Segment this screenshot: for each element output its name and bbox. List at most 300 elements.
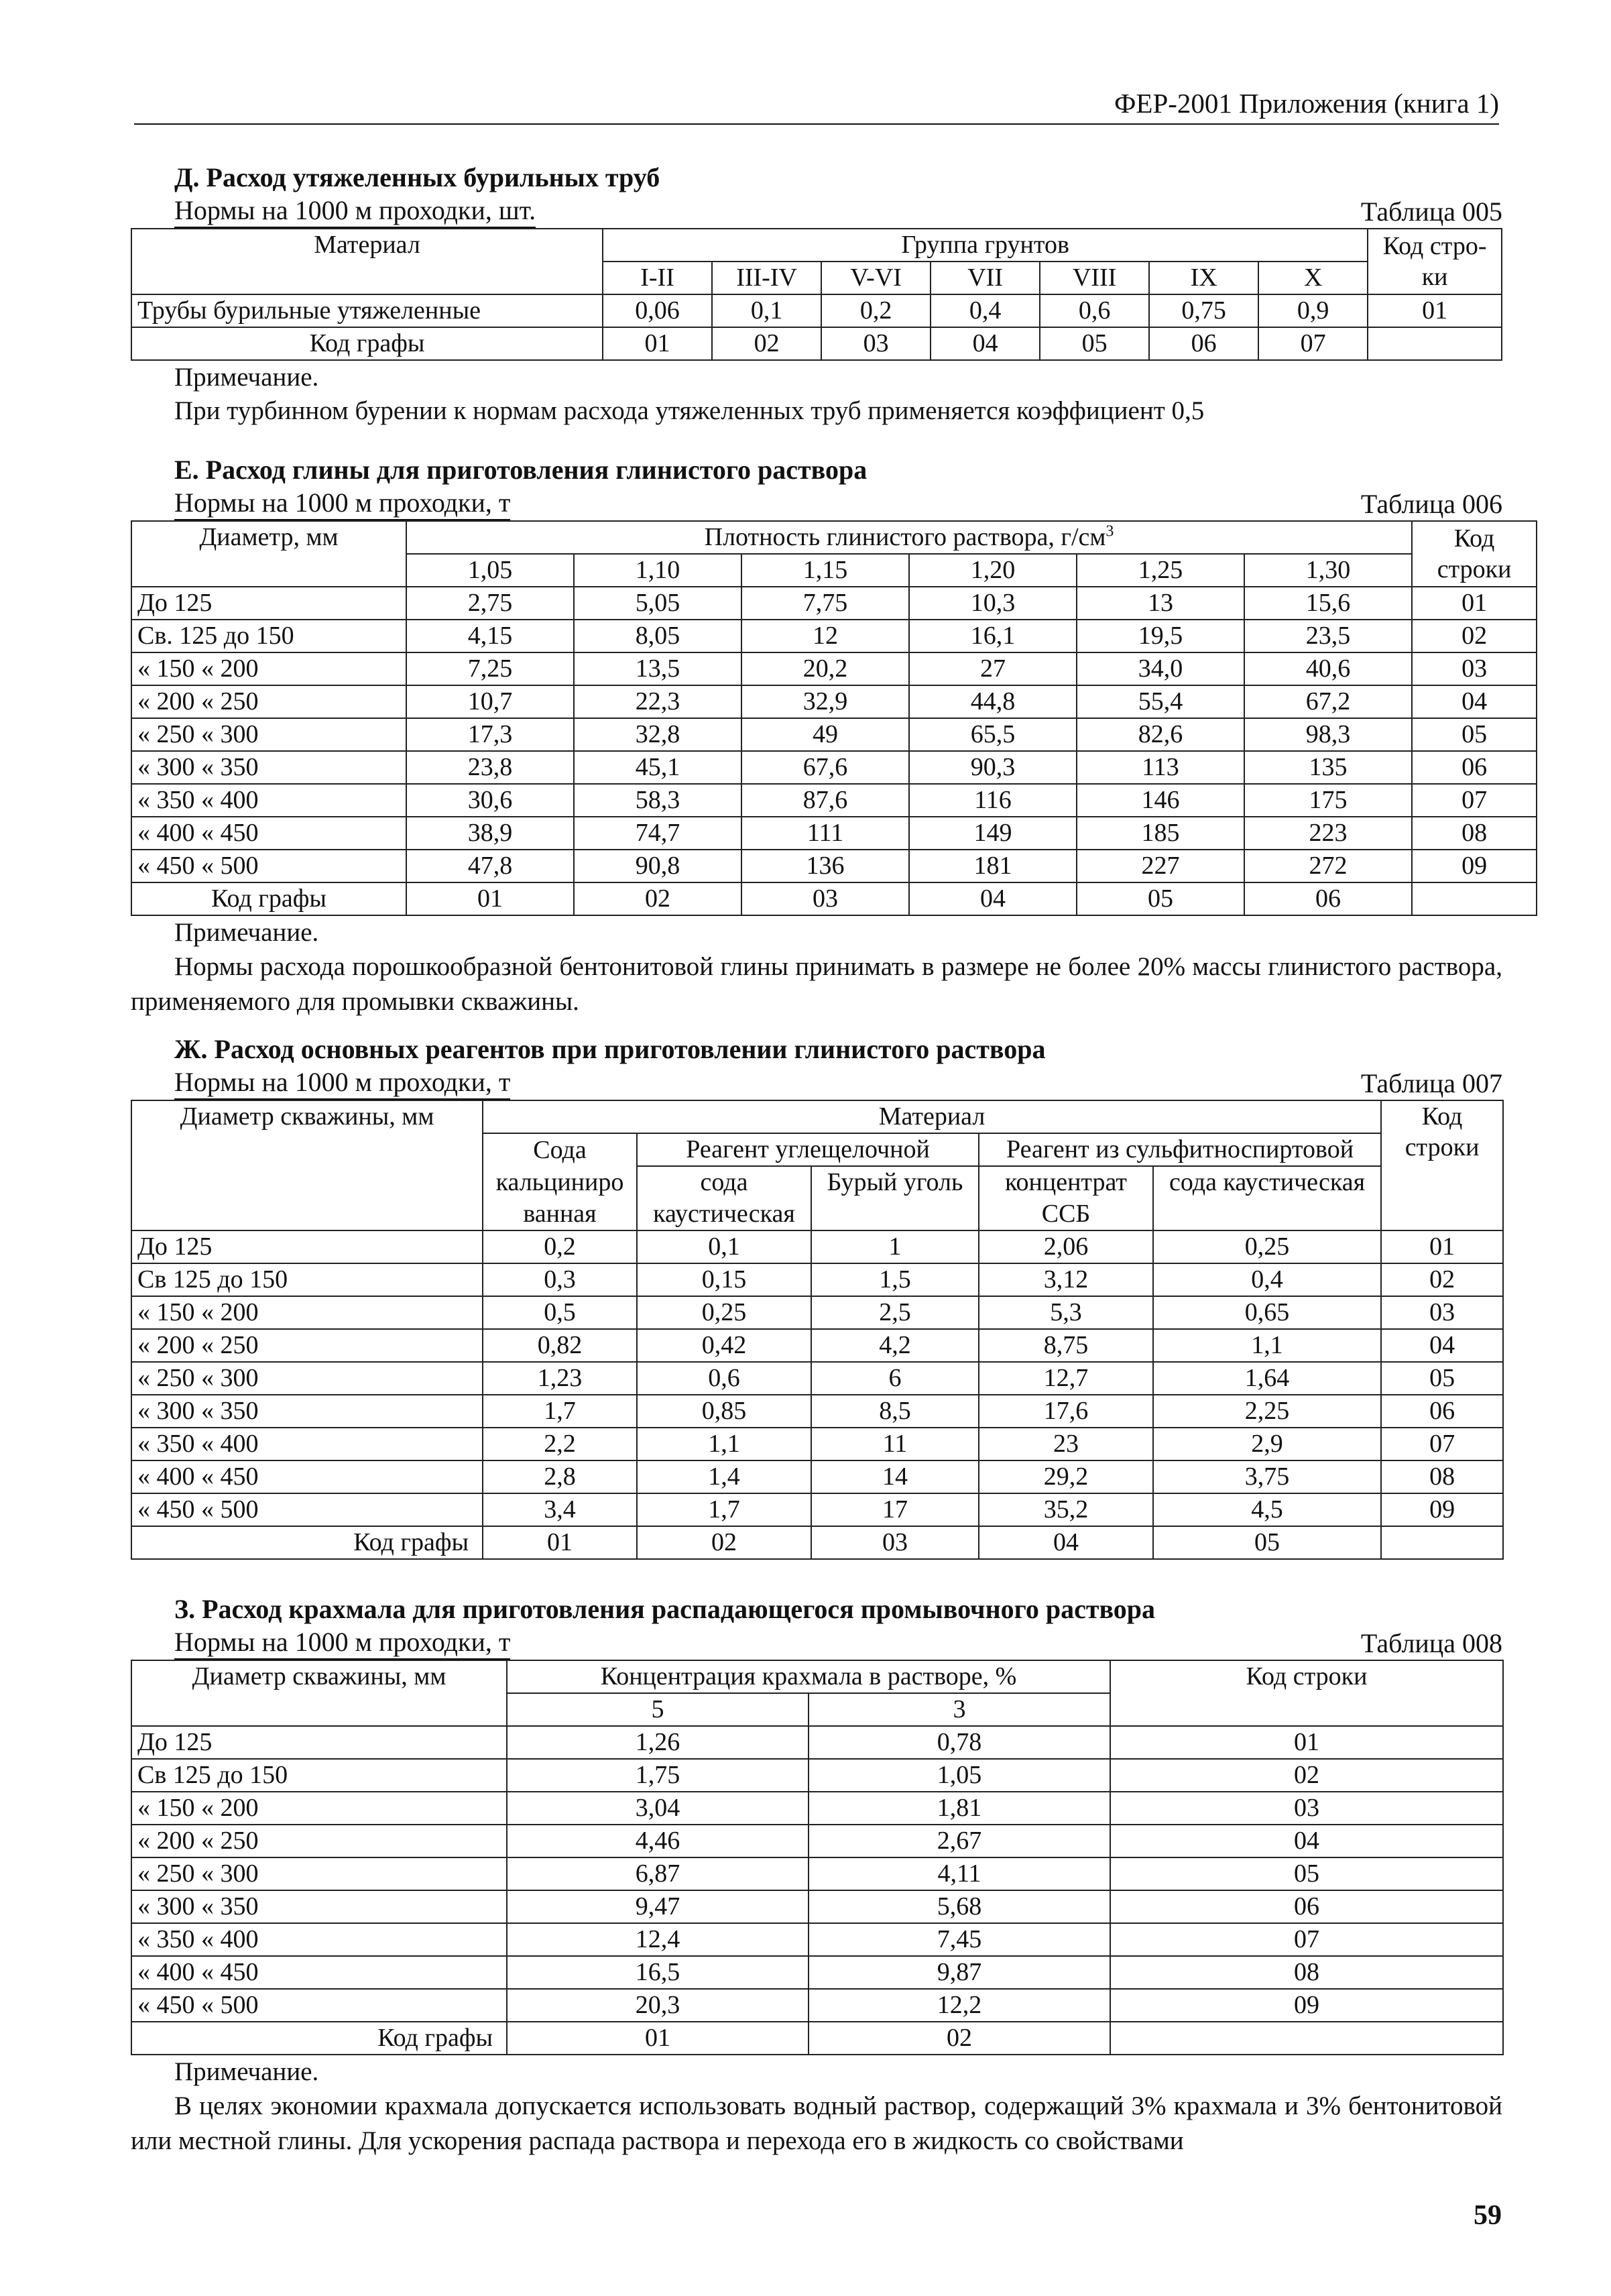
table-cell: 32,9 [741,685,909,718]
table-cell: 272 [1244,850,1412,882]
table-cell: 1,05 [809,1759,1110,1792]
col-codes-row [131,1526,1503,1559]
table-cell: 17 [811,1493,979,1526]
table-cell: 23 [979,1428,1153,1460]
density-header: 1,15 [741,554,909,587]
section-d-subheader [174,194,1502,228]
col-concentrate-line-1: концентрат [979,1166,1153,1198]
table-row [131,1460,1503,1493]
table-cell: 2,25 [1153,1395,1381,1428]
table-header-row [131,1100,1503,1133]
table-header-row [131,1660,1503,1693]
section-z [131,1593,1502,2159]
table-cell: 2,06 [979,1230,1153,1263]
table-row [131,1956,1503,1989]
table-cell: 12 [741,620,909,652]
table-008 [131,1660,1504,2055]
page-number: 59 [1474,2200,1502,2231]
table-cell: 5,05 [574,587,741,620]
section-z-title: З. Расход крахмала для приготовления распадающегося промывочного раствора [174,1594,1156,1624]
row-name: Св 125 до 150 [131,1759,507,1792]
density-superscript: 3 [1106,522,1114,540]
row-name: « 200 « 250 [131,1329,483,1362]
row-code: 08 [1381,1460,1503,1493]
col-codes-row [131,327,1502,360]
table-cell: 4,5 [1153,1493,1381,1526]
row-name: « 350 « 400 [131,1428,483,1460]
col-soda-header-line-3: ванная [483,1198,637,1230]
col-soda-caustic-line-2: каустическая [637,1198,811,1230]
table-cell: 13,5 [574,652,741,685]
table-row [131,718,1537,751]
col-code: 06 [1149,327,1258,360]
table-cell: 0,4 [1153,1263,1381,1296]
col-code-header-text: Код строки [1437,524,1512,583]
row-code: 02 [1381,1263,1503,1296]
col-soda-header-line-1: Сода [483,1133,637,1166]
table-cell: 32,8 [574,718,741,751]
row-name: « 250 « 300 [131,1362,483,1395]
row-code: 09 [1412,850,1537,882]
table-cell: 27 [909,652,1077,685]
table-row [131,1989,1503,2022]
row-name: « 150 « 200 [131,1296,483,1329]
table-cell: 55,4 [1077,685,1244,718]
table-cell: 0,4 [931,294,1040,327]
table-cell: 35,2 [979,1493,1153,1526]
col-soda-header-line-2: кальциниро [483,1166,637,1198]
table-cell: 111 [741,817,909,850]
row-name: « 300 « 350 [131,1890,507,1923]
table-cell: 0,15 [637,1263,811,1296]
table-cell: 0,06 [603,294,712,327]
col-density-text: Плотность глинистого раствора, г/см [704,523,1106,551]
empty-cell [1381,1526,1503,1559]
table-cell: 87,6 [741,784,909,817]
col-code: 06 [1244,882,1412,915]
table-cell: 223 [1244,817,1412,850]
table-cell: 7,75 [741,587,909,620]
col-code: 02 [637,1526,811,1559]
empty-cell [1412,882,1537,915]
col-group-header: Группа грунтов [603,229,1368,262]
table-cell: 0,1 [712,294,821,327]
table-cell: 23,5 [1244,620,1412,652]
group-header: VIII [1040,262,1149,294]
table-cell: 20,3 [507,1989,809,2022]
row-name: До 125 [131,1230,483,1263]
col-code: 07 [1258,327,1368,360]
table-cell: 7,45 [809,1923,1110,1956]
table-006 [131,520,1537,916]
table-row [131,850,1537,882]
col-codes-row [131,2022,1503,2055]
table-row [131,1493,1503,1526]
row-code: 04 [1110,1825,1503,1857]
row-name: Трубы бурильные утяжеленные [131,294,603,327]
table-cell: 5,68 [809,1890,1110,1923]
table-cell: 10,3 [909,587,1077,620]
section-e-norms: Нормы на 1000 м проходки, т [174,487,510,520]
section-d-note-text: При турбинном бурении к нормам расхода утяжеленных труб применяется коэффициент 0,5 [174,396,1205,425]
table-cell: 0,75 [1149,294,1258,327]
section-d-table-label: Таблица 005 [1360,196,1502,227]
density-header: 1,25 [1077,554,1244,587]
table-cell: 40,6 [1244,652,1412,685]
row-code: 07 [1412,784,1537,817]
table-cell: 0,5 [483,1296,637,1329]
table-row [131,652,1537,685]
row-code: 02 [1412,620,1537,652]
col-concentrate-line-2: ССБ [979,1198,1153,1230]
density-header: 1,30 [1244,554,1412,587]
table-cell: 17,3 [406,718,574,751]
row-code: 02 [1110,1759,1503,1792]
table-cell: 22,3 [574,685,741,718]
section-e-note-label: Примечание. [174,918,319,947]
section-d-note-label: Примечание. [174,363,319,392]
table-cell: 1,5 [811,1263,979,1296]
table-005-body [131,229,1502,360]
table-cell: 0,6 [1040,294,1149,327]
table-cell: 1,7 [637,1493,811,1526]
col-code-header: Код строки [1110,1660,1503,1726]
table-cell: 0,2 [483,1230,637,1263]
row-code: 07 [1110,1923,1503,1956]
table-cell: 9,87 [809,1956,1110,1989]
table-cell: 20,2 [741,652,909,685]
table-cell: 9,47 [507,1890,809,1923]
row-name: « 300 « 350 [131,1395,483,1428]
col-code: 04 [979,1526,1153,1559]
row-code: 09 [1110,1989,1503,2022]
table-cell: 82,6 [1077,718,1244,751]
table-cell: 67,6 [741,751,909,784]
table-cell: 8,05 [574,620,741,652]
col-code: 01 [406,882,574,915]
table-cell: 0,9 [1258,294,1368,327]
col-code: 05 [1153,1526,1381,1559]
table-cell: 30,6 [406,784,574,817]
section-zh-subheader [174,1066,1502,1100]
col-density-header [406,521,1412,554]
table-cell: 4,15 [406,620,574,652]
col-code: 01 [483,1526,637,1559]
table-cell: 45,1 [574,751,741,784]
table-cell: 2,75 [406,587,574,620]
col-soda-caustic-line-1: сода [637,1166,811,1198]
table-cell: 90,3 [909,751,1077,784]
density-header: 1,05 [406,554,574,587]
row-code: 06 [1381,1395,1503,1428]
table-row [131,1923,1503,1956]
table-cell: 8,5 [811,1395,979,1428]
group-header: I-II [603,262,712,294]
col-code-header-text: Код строки [1405,1102,1480,1161]
table-cell: 0,2 [821,294,931,327]
table-cell: 4,46 [507,1825,809,1857]
section-e [131,453,1512,1019]
section-zh-table-label: Таблица 007 [1360,1068,1502,1098]
table-row [131,1296,1503,1329]
table-row [131,1825,1503,1857]
table-row [131,1428,1503,1460]
table-cell: 23,8 [406,751,574,784]
row-code: 06 [1110,1890,1503,1923]
empty-cell [1110,2022,1503,2055]
row-code: 05 [1412,718,1537,751]
table-cell: 3,4 [483,1493,637,1526]
table-row [131,587,1537,620]
col-code: 05 [1040,327,1149,360]
group-header: III-IV [712,262,821,294]
table-cell: 0,82 [483,1329,637,1362]
table-cell: 135 [1244,751,1412,784]
col-codes-label: Код графы [131,327,603,360]
col-code: 04 [909,882,1077,915]
row-name: « 200 « 250 [131,685,406,718]
col-brown-coal-header: Бурый уголь [811,1166,979,1230]
row-name: « 350 « 400 [131,1923,507,1956]
section-zh-norms: Нормы на 1000 м проходки, т [174,1066,510,1100]
section-z-note-label: Примечание. [174,2057,319,2086]
row-code: 05 [1110,1857,1503,1890]
col-reagent-coal-header: Реагент углещелочной [637,1133,979,1166]
col-diameter-header: Диаметр скважины, мм [131,1660,507,1726]
col-concentration-header: Концентрация крахмала в растворе, % [507,1660,1110,1693]
row-code: 06 [1412,751,1537,784]
row-name: « 400 « 450 [131,817,406,850]
table-row [131,1329,1503,1362]
table-row [131,1792,1503,1825]
row-name: « 300 « 350 [131,751,406,784]
col-material-header: Материал [131,229,603,294]
section-e-subheader [174,487,1502,520]
row-name: Св. 125 до 150 [131,620,406,652]
table-cell: 149 [909,817,1077,850]
table-row [131,1759,1503,1792]
table-cell: 98,3 [1244,718,1412,751]
table-cell: 3,12 [979,1263,1153,1296]
table-cell: 34,0 [1077,652,1244,685]
col-codes-label: Код графы [131,1526,483,1559]
empty-cell [1368,327,1502,360]
section-z-norms: Нормы на 1000 м проходки, т [174,1626,510,1660]
col-code: 01 [507,2022,809,2055]
row-name: Св 125 до 150 [131,1263,483,1296]
table-cell: 1,81 [809,1792,1110,1825]
table-cell: 2,67 [809,1825,1110,1857]
table-cell: 2,2 [483,1428,637,1460]
table-row [131,784,1537,817]
table-cell: 175 [1244,784,1412,817]
row-name: « 250 « 300 [131,1857,507,1890]
table-cell: 1,7 [483,1395,637,1428]
table-008-body [131,1660,1503,2055]
table-cell: 6,87 [507,1857,809,1890]
row-code: 01 [1110,1726,1503,1759]
table-cell: 3,04 [507,1792,809,1825]
table-cell: 0,25 [1153,1230,1381,1263]
table-cell: 74,7 [574,817,741,850]
table-cell: 90,8 [574,850,741,882]
table-cell: 14 [811,1460,979,1493]
col-code-header [1368,229,1502,294]
col-diameter-header: Диаметр, мм [131,521,406,587]
table-row [131,1395,1503,1428]
table-cell: 15,6 [1244,587,1412,620]
table-006-body [131,521,1537,915]
section-z-note-text: В целях экономии крахмала допускается использовать водный раствор, содержащий 3% крахмала и 3% бентонитовой или местной глины. Для ускорения распада раствора и перехода его в жидкость со свойствами [131,2091,1502,2155]
col-codes-label: Код графы [131,2022,507,2055]
table-cell: 1,26 [507,1726,809,1759]
table-cell: 47,8 [406,850,574,882]
row-code: 07 [1381,1428,1503,1460]
table-cell: 2,8 [483,1460,637,1493]
concentration-header: 5 [507,1693,809,1726]
row-code: 09 [1381,1493,1503,1526]
col-code-header [1412,521,1537,587]
col-code: 03 [741,882,909,915]
table-row [131,1857,1503,1890]
row-code: 08 [1412,817,1537,850]
concentration-header: 3 [809,1693,1110,1726]
table-cell: 1,23 [483,1362,637,1395]
row-name: « 150 « 200 [131,1792,507,1825]
section-zh-title: Ж. Расход основных реагентов при приготовлении глинистого раствора [174,1034,1046,1064]
table-007 [131,1100,1504,1560]
row-code: 03 [1110,1792,1503,1825]
table-cell: 136 [741,850,909,882]
section-z-subheader [174,1626,1502,1660]
table-cell: 146 [1077,784,1244,817]
group-header: X [1258,262,1368,294]
table-cell: 0,42 [637,1329,811,1362]
row-code: 04 [1412,685,1537,718]
col-diameter-header: Диаметр скважины, мм [131,1100,483,1230]
table-cell: 11 [811,1428,979,1460]
col-code: 02 [712,327,821,360]
section-e-table-label: Таблица 006 [1360,489,1502,519]
table-cell: 0,85 [637,1395,811,1428]
col-soda-caustic-full-header: сода каустическая [1153,1166,1381,1230]
row-name: « 150 « 200 [131,652,406,685]
table-005 [131,228,1502,361]
table-cell: 16,1 [909,620,1077,652]
table-cell: 7,25 [406,652,574,685]
table-row [131,751,1537,784]
row-code: 01 [1368,294,1502,327]
table-cell: 1 [811,1230,979,1263]
section-z-table-label: Таблица 008 [1360,1628,1502,1658]
table-row [131,685,1537,718]
table-cell: 4,11 [809,1857,1110,1890]
table-cell: 58,3 [574,784,741,817]
table-cell: 44,8 [909,685,1077,718]
table-row [131,1263,1503,1296]
density-header: 1,10 [574,554,741,587]
table-row [131,1362,1503,1395]
table-cell: 16,5 [507,1956,809,1989]
table-cell: 17,6 [979,1395,1153,1428]
table-row [131,1890,1503,1923]
row-code: 03 [1381,1296,1503,1329]
row-code: 05 [1381,1362,1503,1395]
row-name: До 125 [131,1726,507,1759]
row-name: « 450 « 500 [131,850,406,882]
col-code: 05 [1077,882,1244,915]
section-e-title: Е. Расход глины для приготовления глинистого раствора [174,455,868,485]
table-cell: 0,65 [1153,1296,1381,1329]
col-reagent-sulfite-header: Реагент из сульфитноспиртовой [979,1133,1381,1166]
row-name: До 125 [131,587,406,620]
table-row [131,1230,1503,1263]
col-code: 04 [931,327,1040,360]
table-cell: 1,4 [637,1460,811,1493]
col-code-header-text: Код стро-ки [1382,232,1487,291]
row-name: « 350 « 400 [131,784,406,817]
table-cell: 19,5 [1077,620,1244,652]
table-cell: 65,5 [909,718,1077,751]
table-cell: 2,9 [1153,1428,1381,1460]
table-header-row [131,229,1502,262]
table-cell: 113 [1077,751,1244,784]
table-cell: 12,2 [809,1989,1110,2022]
table-cell: 49 [741,718,909,751]
table-cell: 12,4 [507,1923,809,1956]
group-header: IX [1149,262,1258,294]
table-cell: 2,5 [811,1296,979,1329]
row-name: « 200 « 250 [131,1825,507,1857]
section-d [131,161,1502,428]
table-cell: 38,9 [406,817,574,850]
table-row [131,817,1537,850]
section-zh [131,1033,1502,1560]
row-code: 04 [1381,1329,1503,1362]
table-header-row [131,521,1537,554]
table-cell: 3,75 [1153,1460,1381,1493]
row-name: « 450 « 500 [131,1989,507,2022]
table-cell: 0,3 [483,1263,637,1296]
table-cell: 67,2 [1244,685,1412,718]
section-d-norms: Нормы на 1000 м проходки, шт. [174,194,536,228]
table-cell: 13 [1077,587,1244,620]
row-name: « 400 « 450 [131,1460,483,1493]
page-header: ФЕР-2001 Приложения (книга 1) [134,86,1499,125]
table-007-body [131,1100,1503,1559]
table-cell: 5,3 [979,1296,1153,1329]
table-cell: 1,1 [637,1428,811,1460]
table-cell: 0,1 [637,1230,811,1263]
col-code: 01 [603,327,712,360]
table-row [131,620,1537,652]
table-cell: 8,75 [979,1329,1153,1362]
group-header: V-VI [821,262,931,294]
table-cell: 10,7 [406,685,574,718]
table-cell: 0,78 [809,1726,1110,1759]
row-name: « 400 « 450 [131,1956,507,1989]
table-cell: 6 [811,1362,979,1395]
col-code: 03 [811,1526,979,1559]
row-code: 01 [1412,587,1537,620]
table-cell: 0,25 [637,1296,811,1329]
row-name: « 250 « 300 [131,718,406,751]
col-codes-row [131,882,1537,915]
row-code: 03 [1412,652,1537,685]
section-d-title: Д. Расход утяжеленных бурильных труб [174,162,660,192]
table-row [131,1726,1503,1759]
col-material-header: Материал [483,1100,1381,1133]
